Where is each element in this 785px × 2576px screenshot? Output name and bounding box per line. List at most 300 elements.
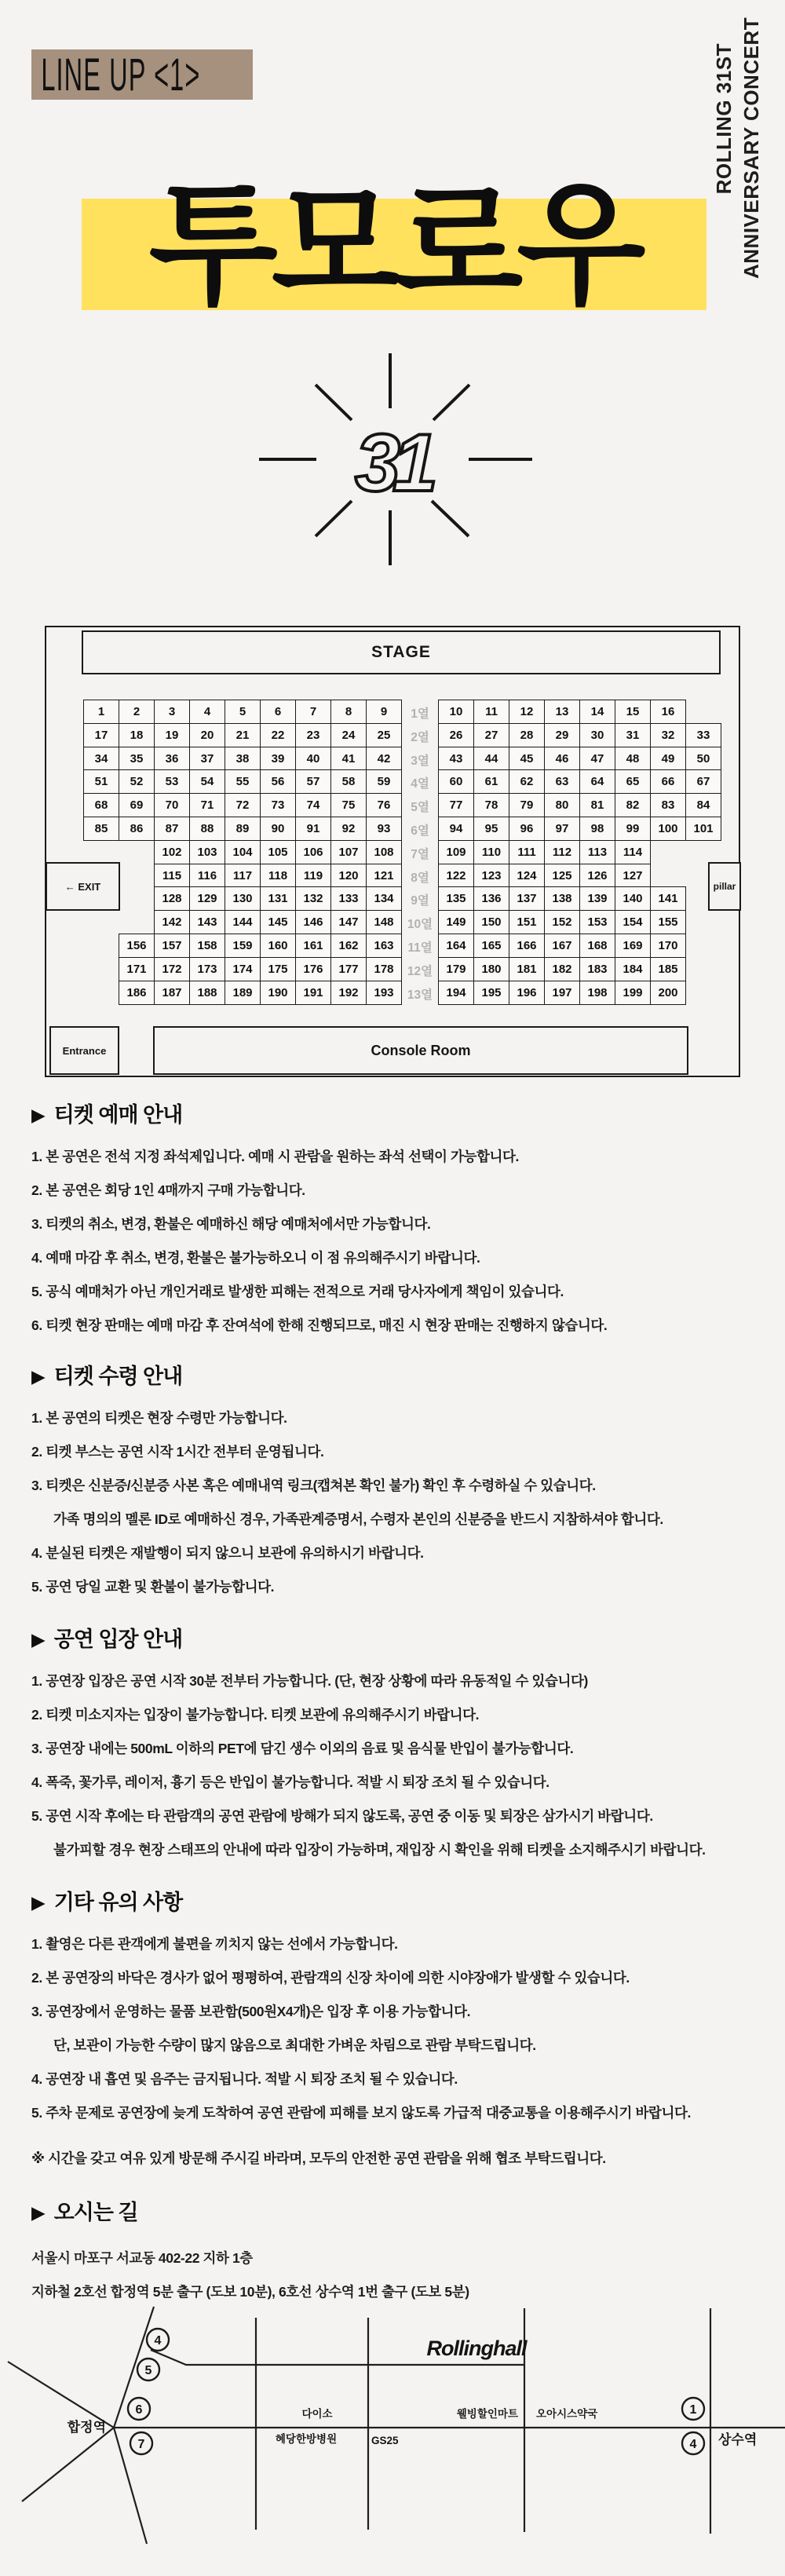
seat: 107	[330, 840, 367, 864]
info-line: 4. 분실된 티켓은 재발행이 되지 않으니 보관에 유의하시기 바랍니다.	[31, 1545, 424, 1561]
seat: 111	[509, 840, 545, 864]
seat: 97	[544, 817, 580, 841]
seat: 136	[473, 886, 509, 911]
row-label: 11열	[407, 941, 433, 955]
seat: 147	[330, 910, 367, 934]
seat: 169	[615, 934, 651, 958]
info-line: 3. 티켓의 취소, 변경, 환불은 예매하신 해당 예매처에서만 가능합니다.	[31, 1216, 431, 1232]
seat: 99	[615, 817, 651, 841]
info-line: 가족 명의의 멜론 ID로 예매하신 경우, 가족관계증명서, 수령자 본인의 신분증을 반드시 지참하셔야 합니다.	[53, 1511, 663, 1527]
seat: 126	[579, 864, 615, 888]
seat: 166	[509, 934, 545, 958]
row-label: 9열	[411, 894, 429, 908]
seat: 87	[154, 817, 190, 841]
seat: 131	[260, 886, 296, 911]
triangle-bullet-icon: ▶	[31, 1629, 45, 1650]
info-section-2	[31, 1362, 761, 1604]
seat: 60	[438, 769, 474, 794]
seat: 33	[685, 723, 721, 747]
seat: 69	[119, 793, 155, 817]
anniversary-31-logo	[259, 345, 534, 573]
info-line: 1. 본 공연의 티켓은 현장 수령만 가능합니다.	[31, 1410, 287, 1426]
venue-map-roads	[8, 2307, 785, 2544]
seat: 127	[615, 864, 651, 888]
seat: 22	[260, 723, 296, 747]
seat: 86	[119, 817, 155, 841]
info-line: 2. 티켓 부스는 공연 시작 1시간 전부터 운영됩니다.	[31, 1444, 324, 1460]
seat: 64	[579, 769, 615, 794]
seat: 34	[83, 747, 119, 771]
subway-exit-marker-1	[682, 2398, 704, 2420]
row-label: 10열	[407, 918, 433, 932]
section-title: 오시는 길	[53, 2201, 138, 2224]
seat: 186	[119, 981, 155, 1005]
seat: 10	[438, 700, 474, 724]
seat: 120	[330, 864, 367, 888]
info-line: ※ 시간을 갖고 여유 있게 방문해 주시길 바라며, 모두의 안전한 공연 관람을 위해 협조 부탁드립니다.	[31, 2150, 606, 2166]
seat: 80	[544, 793, 580, 817]
seat: 5	[225, 700, 261, 724]
info-section-3	[31, 1625, 761, 1867]
seat: 43	[438, 747, 474, 771]
seat: 163	[366, 934, 402, 958]
seat: 179	[438, 957, 474, 981]
pillar-label: pillar	[713, 881, 736, 892]
seat: 28	[509, 723, 545, 747]
svg-text:4: 4	[689, 2438, 697, 2451]
section-title: 공연 입장 안내	[53, 1628, 183, 1651]
seat: 37	[189, 747, 225, 771]
seat: 125	[544, 864, 580, 888]
seat: 187	[154, 981, 190, 1005]
seat: 98	[579, 817, 615, 841]
stage-label: STAGE	[371, 643, 431, 661]
info-line: 4. 폭죽, 꽃가루, 레이저, 흉기 등은 반입이 불가능합니다. 적발 시 퇴장 조치 될 수 있습니다.	[31, 1774, 550, 1790]
seat: 25	[366, 723, 402, 747]
seat: 61	[473, 769, 509, 794]
poi-gs25: GS25	[371, 2435, 399, 2446]
svg-text:7: 7	[137, 2438, 145, 2451]
section-heading	[31, 2198, 761, 2227]
seat: 4	[189, 700, 225, 724]
seat: 132	[295, 886, 331, 911]
poi-daiso: 다이소	[301, 2408, 333, 2420]
seat: 144	[225, 910, 261, 934]
entrance-label: Entrance	[62, 1044, 107, 1057]
event-title-vertical	[710, 16, 765, 279]
seat: 112	[544, 840, 580, 864]
seat: 198	[579, 981, 615, 1005]
seat: 35	[119, 747, 155, 771]
seat: 154	[615, 910, 651, 934]
seat: 148	[366, 910, 402, 934]
section-heading	[31, 1101, 761, 1129]
seat: 158	[189, 934, 225, 958]
seat: 53	[154, 769, 190, 794]
row-label: 8열	[411, 871, 429, 885]
info-line: 5. 공연 당일 교환 및 환불이 불가능합니다.	[31, 1579, 275, 1595]
seat: 139	[579, 886, 615, 911]
seat: 23	[295, 723, 331, 747]
seat: 26	[438, 723, 474, 747]
seat: 63	[544, 769, 580, 794]
seat: 15	[615, 700, 651, 724]
section-heading	[31, 1625, 761, 1653]
seat: 160	[260, 934, 296, 958]
row-label: 6열	[411, 824, 429, 838]
seat: 71	[189, 793, 225, 817]
seat: 44	[473, 747, 509, 771]
triangle-bullet-icon: ▶	[31, 1366, 45, 1387]
seat: 104	[225, 840, 261, 864]
seat: 93	[366, 817, 402, 841]
seat: 42	[366, 747, 402, 771]
info-line: 2. 본 공연은 회당 1인 4매까지 구매 가능합니다.	[31, 1182, 305, 1198]
station-sangsu: 상수역	[718, 2432, 758, 2447]
seat: 190	[260, 981, 296, 1005]
svg-text:4: 4	[154, 2334, 162, 2348]
station-hapjeong: 합정역	[67, 2420, 106, 2435]
seat: 89	[225, 817, 261, 841]
seat: 124	[509, 864, 545, 888]
seat: 174	[225, 957, 261, 981]
triangle-bullet-icon: ▶	[31, 1105, 45, 1125]
artist-title: 투모로우	[148, 171, 640, 320]
seat: 122	[438, 864, 474, 888]
seat: 12	[509, 700, 545, 724]
seat: 150	[473, 910, 509, 934]
seat: 27	[473, 723, 509, 747]
seat: 110	[473, 840, 509, 864]
seat: 78	[473, 793, 509, 817]
seat: 57	[295, 769, 331, 794]
seat: 183	[579, 957, 615, 981]
seat: 21	[225, 723, 261, 747]
seat: 39	[260, 747, 296, 771]
seat: 135	[438, 886, 474, 911]
section-heading	[31, 1362, 761, 1390]
seat: 46	[544, 747, 580, 771]
seat: 70	[154, 793, 190, 817]
seat: 105	[260, 840, 296, 864]
seat: 192	[330, 981, 367, 1005]
event-title-line2: ANNIVERSARY CONCERT	[739, 16, 763, 279]
seat: 109	[438, 840, 474, 864]
seat: 172	[154, 957, 190, 981]
event-title-line1: ROLLING 31ST	[712, 43, 736, 195]
seat: 51	[83, 769, 119, 794]
seat: 83	[650, 793, 686, 817]
seat: 197	[544, 981, 580, 1005]
info-line: 1. 본 공연은 전석 지정 좌석제입니다. 예매 시 관람을 원하는 좌석 선택이 가능합니다.	[31, 1149, 519, 1164]
info-line: 단, 보관이 가능한 수량이 많지 않음으로 최대한 가벼운 차림으로 관람 부탁드립니다.	[53, 2037, 536, 2053]
row-label: 7열	[411, 847, 429, 861]
seat: 58	[330, 769, 367, 794]
row-label: 3열	[411, 754, 429, 768]
section-title: 기타 유의 사항	[53, 1891, 183, 1914]
seat: 65	[615, 769, 651, 794]
info-line: 불가피할 경우 현장 스태프의 안내에 따라 입장이 가능하며, 재입장 시 확인을 위해 티켓을 소지해주시기 바랍니다.	[53, 1842, 706, 1858]
seat: 18	[119, 723, 155, 747]
seat: 67	[685, 769, 721, 794]
seat: 106	[295, 840, 331, 864]
seat: 36	[154, 747, 190, 771]
seat: 96	[509, 817, 545, 841]
seat: 195	[473, 981, 509, 1005]
lineup-badge-label: LINE UP <1>	[41, 49, 201, 100]
seat: 9	[366, 700, 402, 724]
seat: 81	[579, 793, 615, 817]
seat: 170	[650, 934, 686, 958]
info-line: 4. 예매 마감 후 취소, 변경, 환불은 불가능하오니 이 점 유의해주시기 바랍니다.	[31, 1250, 480, 1266]
info-line: 5. 공연 시작 후에는 타 관람객의 공연 관람에 방해가 되지 않도록, 공연 중 이동 및 퇴장은 삼가시기 바랍니다.	[31, 1808, 653, 1824]
venue-logo: Rollinghall	[426, 2337, 527, 2360]
entrance-box	[49, 1026, 119, 1075]
poi-hospital: 혜당한방병원	[275, 2433, 338, 2445]
triangle-bullet-icon: ▶	[31, 2202, 45, 2223]
seat: 72	[225, 793, 261, 817]
seat: 193	[366, 981, 402, 1005]
venue-map	[0, 2304, 785, 2576]
seat: 62	[509, 769, 545, 794]
seat: 180	[473, 957, 509, 981]
subway-exit-marker-4b	[682, 2432, 704, 2454]
seat: 49	[650, 747, 686, 771]
seat: 85	[83, 817, 119, 841]
seat: 3	[154, 700, 190, 724]
info-line: 서울시 마포구 서교동 402-22 지하 1층	[31, 2250, 253, 2266]
seat: 55	[225, 769, 261, 794]
seat: 134	[366, 886, 402, 911]
seat: 173	[189, 957, 225, 981]
seat: 194	[438, 981, 474, 1005]
seat: 185	[650, 957, 686, 981]
seat: 31	[615, 723, 651, 747]
info-line: 2. 본 공연장의 바닥은 경사가 없어 평평하여, 관람객의 신장 차이에 의한 시야장애가 발생할 수 있습니다.	[31, 1970, 630, 1986]
seat: 115	[154, 864, 190, 888]
seat: 119	[295, 864, 331, 888]
info-line: 5. 공식 예매처가 아닌 개인거래로 발생한 피해는 전적으로 거래 당사자에게 책임이 있습니다.	[31, 1284, 564, 1299]
seat: 47	[579, 747, 615, 771]
seat: 182	[544, 957, 580, 981]
seat: 141	[650, 886, 686, 911]
subway-exit-marker-7	[130, 2432, 152, 2454]
seat: 94	[438, 817, 474, 841]
seat: 8	[330, 700, 367, 724]
seat: 19	[154, 723, 190, 747]
info-section-1	[31, 1101, 761, 1343]
seat: 142	[154, 910, 190, 934]
info-line: 1. 공연장 입장은 공연 시작 30분 전부터 가능합니다. (단, 현장 상황에 따라 유동적일 수 있습니다)	[31, 1673, 588, 1689]
seat: 2	[119, 700, 155, 724]
seat: 130	[225, 886, 261, 911]
seat: 181	[509, 957, 545, 981]
seat: 6	[260, 700, 296, 724]
seat: 100	[650, 817, 686, 841]
seat: 1	[83, 700, 119, 724]
seat: 74	[295, 793, 331, 817]
info-line: 6. 티켓 현장 판매는 예매 마감 후 잔여석에 한해 진행되므로, 매진 시 현장 판매는 진행하지 않습니다.	[31, 1317, 608, 1333]
seat: 84	[685, 793, 721, 817]
seat: 16	[650, 700, 686, 724]
poi-mart: 웰빙할인마트	[456, 2408, 518, 2420]
seat: 138	[544, 886, 580, 911]
seat: 52	[119, 769, 155, 794]
row-label: 5열	[411, 801, 429, 815]
logo-number: 31	[355, 418, 430, 509]
svg-text:6: 6	[135, 2403, 143, 2417]
seat: 20	[189, 723, 225, 747]
seat: 137	[509, 886, 545, 911]
seat: 157	[154, 934, 190, 958]
seat: 29	[544, 723, 580, 747]
lineup-badge	[31, 49, 253, 100]
seat: 101	[685, 817, 721, 841]
seat: 184	[615, 957, 651, 981]
seat: 88	[189, 817, 225, 841]
seat: 30	[579, 723, 615, 747]
row-label: 1열	[411, 707, 429, 721]
seat: 32	[650, 723, 686, 747]
seat: 82	[615, 793, 651, 817]
info-line: 1. 촬영은 다른 관객에게 불편을 끼치지 않는 선에서 가능합니다.	[31, 1936, 398, 1952]
seat: 108	[366, 840, 402, 864]
seat: 14	[579, 700, 615, 724]
seat: 11	[473, 700, 509, 724]
seat: 171	[119, 957, 155, 981]
seat: 165	[473, 934, 509, 958]
seat: 73	[260, 793, 296, 817]
seat: 164	[438, 934, 474, 958]
poi-pharmacy: 오아시스약국	[536, 2408, 598, 2420]
seat: 140	[615, 886, 651, 911]
seat: 123	[473, 864, 509, 888]
seat: 176	[295, 957, 331, 981]
svg-text:1: 1	[689, 2403, 697, 2417]
section-title: 티켓 예매 안내	[53, 1103, 183, 1127]
seat: 92	[330, 817, 367, 841]
seat: 155	[650, 910, 686, 934]
info-section-5	[31, 2198, 761, 2309]
seat: 146	[295, 910, 331, 934]
info-line: 4. 공연장 내 흡연 및 음주는 금지됩니다. 적발 시 퇴장 조치 될 수 있습니다.	[31, 2071, 458, 2087]
console-room-box	[153, 1026, 688, 1075]
seat: 153	[579, 910, 615, 934]
seat: 66	[650, 769, 686, 794]
seat: 48	[615, 747, 651, 771]
seat: 7	[295, 700, 331, 724]
info-line: 3. 공연장에서 운영하는 물품 보관함(500원X4개)은 입장 후 이용 가능합니다.	[31, 2004, 471, 2019]
seat: 168	[579, 934, 615, 958]
seat: 75	[330, 793, 367, 817]
seat: 79	[509, 793, 545, 817]
info-line: 2. 티켓 미소지자는 입장이 불가능합니다. 티켓 보관에 유의해주시기 바랍니다.	[31, 1707, 480, 1723]
seat: 156	[119, 934, 155, 958]
seat: 13	[544, 700, 580, 724]
seat: 103	[189, 840, 225, 864]
seat: 102	[154, 840, 190, 864]
seat: 161	[295, 934, 331, 958]
seat: 59	[366, 769, 402, 794]
seat: 151	[509, 910, 545, 934]
seat: 50	[685, 747, 721, 771]
triangle-bullet-icon: ▶	[31, 1892, 45, 1913]
info-section-4	[31, 1888, 761, 2176]
seat: 133	[330, 886, 367, 911]
console-room-label: Console Room	[371, 1042, 471, 1058]
seat: 189	[225, 981, 261, 1005]
seat: 95	[473, 817, 509, 841]
seat: 191	[295, 981, 331, 1005]
seat: 17	[83, 723, 119, 747]
seat: 114	[615, 840, 651, 864]
row-label: 12열	[407, 964, 433, 978]
seat: 113	[579, 840, 615, 864]
seat: 199	[615, 981, 651, 1005]
seat-map	[45, 626, 740, 1077]
seat: 167	[544, 934, 580, 958]
seat: 188	[189, 981, 225, 1005]
seat: 149	[438, 910, 474, 934]
seat: 40	[295, 747, 331, 771]
seat: 24	[330, 723, 367, 747]
seat: 177	[330, 957, 367, 981]
row-label: 4열	[411, 777, 429, 791]
seat: 200	[650, 981, 686, 1005]
seat: 117	[225, 864, 261, 888]
seat: 77	[438, 793, 474, 817]
seat: 76	[366, 793, 402, 817]
row-label: 13열	[407, 988, 433, 1002]
seat: 175	[260, 957, 296, 981]
seat: 90	[260, 817, 296, 841]
subway-exit-marker-5	[137, 2359, 159, 2381]
seat: 128	[154, 886, 190, 911]
seat: 152	[544, 910, 580, 934]
seat: 196	[509, 981, 545, 1005]
seat: 121	[366, 864, 402, 888]
seat: 129	[189, 886, 225, 911]
info-line: 5. 주차 문제로 공연장에 늦게 도착하여 공연 관람에 피해를 보지 않도록 가급적 대중교통을 이용해주시기 바랍니다.	[31, 2105, 691, 2121]
row-label: 2열	[411, 730, 429, 744]
seat: 56	[260, 769, 296, 794]
section-heading	[31, 1888, 761, 1916]
info-line: 지하철 2호선 합정역 5분 출구 (도보 10분), 6호선 상수역 1번 출구 (도보 5분)	[31, 2284, 469, 2300]
seat: 54	[189, 769, 225, 794]
info-line: 3. 공연장 내에는 500mL 이하의 PET에 담긴 생수 이외의 음료 및 음식물 반입이 불가능합니다.	[31, 1741, 574, 1756]
seat: 159	[225, 934, 261, 958]
stage-box	[82, 630, 721, 674]
seat: 118	[260, 864, 296, 888]
seat: 41	[330, 747, 367, 771]
exit-label: ← EXIT	[64, 880, 101, 893]
section-title: 티켓 수령 안내	[53, 1365, 183, 1388]
svg-text:5: 5	[144, 2364, 152, 2377]
seat: 91	[295, 817, 331, 841]
subway-exit-marker-6	[128, 2398, 150, 2420]
seat: 38	[225, 747, 261, 771]
seat: 116	[189, 864, 225, 888]
pillar-box	[708, 862, 741, 911]
exit-box	[46, 862, 120, 911]
seat: 145	[260, 910, 296, 934]
seat: 68	[83, 793, 119, 817]
subway-exit-marker-4	[147, 2329, 169, 2351]
seat: 162	[330, 934, 367, 958]
seat: 45	[509, 747, 545, 771]
seat: 178	[366, 957, 402, 981]
info-line: 3. 티켓은 신분증/신분증 사본 혹은 예매내역 링크(캡쳐본 확인 불가) 확인 후 수령하실 수 있습니다.	[31, 1478, 596, 1493]
